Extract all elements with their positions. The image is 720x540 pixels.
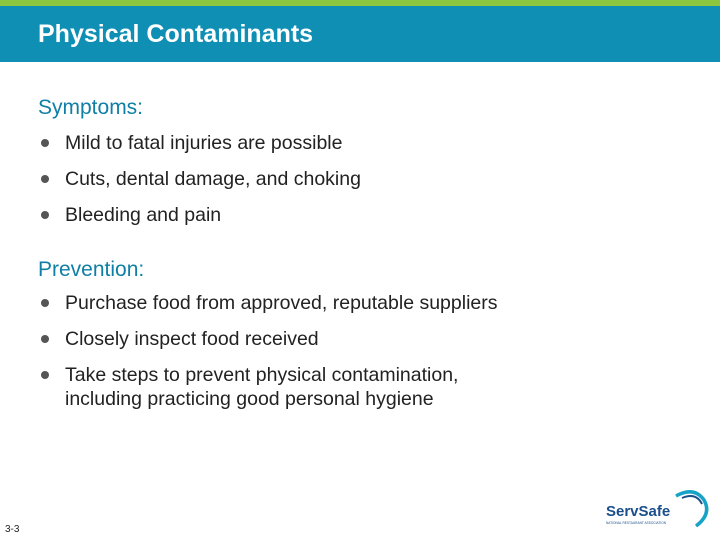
symptoms-list [38, 131, 638, 227]
list-item-text: Bleeding and pain [65, 204, 222, 226]
list-item [38, 131, 638, 155]
list-item-text: Purchase food from approved, reputable suppliers [65, 292, 498, 314]
list-item [38, 291, 538, 315]
list-item [38, 327, 538, 351]
bullet-icon [41, 211, 49, 219]
title-bar [0, 6, 720, 62]
bullet-icon [41, 175, 49, 183]
list-item-text: Mild to fatal injuries are possible [65, 132, 343, 154]
list-item [38, 167, 638, 191]
list-item-text: Cuts, dental damage, and choking [65, 168, 361, 190]
page-number: 3-3 [5, 524, 20, 535]
logo-swoosh-inner [682, 496, 702, 504]
prevention-list [38, 291, 538, 411]
bullet-icon [41, 371, 49, 379]
bullet-icon [41, 139, 49, 147]
bullet-icon [41, 299, 49, 307]
prevention-heading: Prevention: [38, 258, 145, 281]
logo-tagline: NATIONAL RESTAURANT ASSOCIATION [606, 521, 667, 525]
logo-wordmark: ServSafe [606, 503, 671, 520]
slide-title: Physical Contaminants [38, 20, 314, 48]
list-item [38, 203, 638, 227]
list-item-text: Closely inspect food received [65, 328, 319, 350]
list-item [38, 363, 538, 411]
symptoms-heading: Symptoms: [38, 96, 144, 119]
list-item-text: Take steps to prevent physical contamination, including practicing good personal hygiene [65, 364, 459, 410]
servsafe-logo [604, 486, 714, 530]
bullet-icon [41, 335, 49, 343]
